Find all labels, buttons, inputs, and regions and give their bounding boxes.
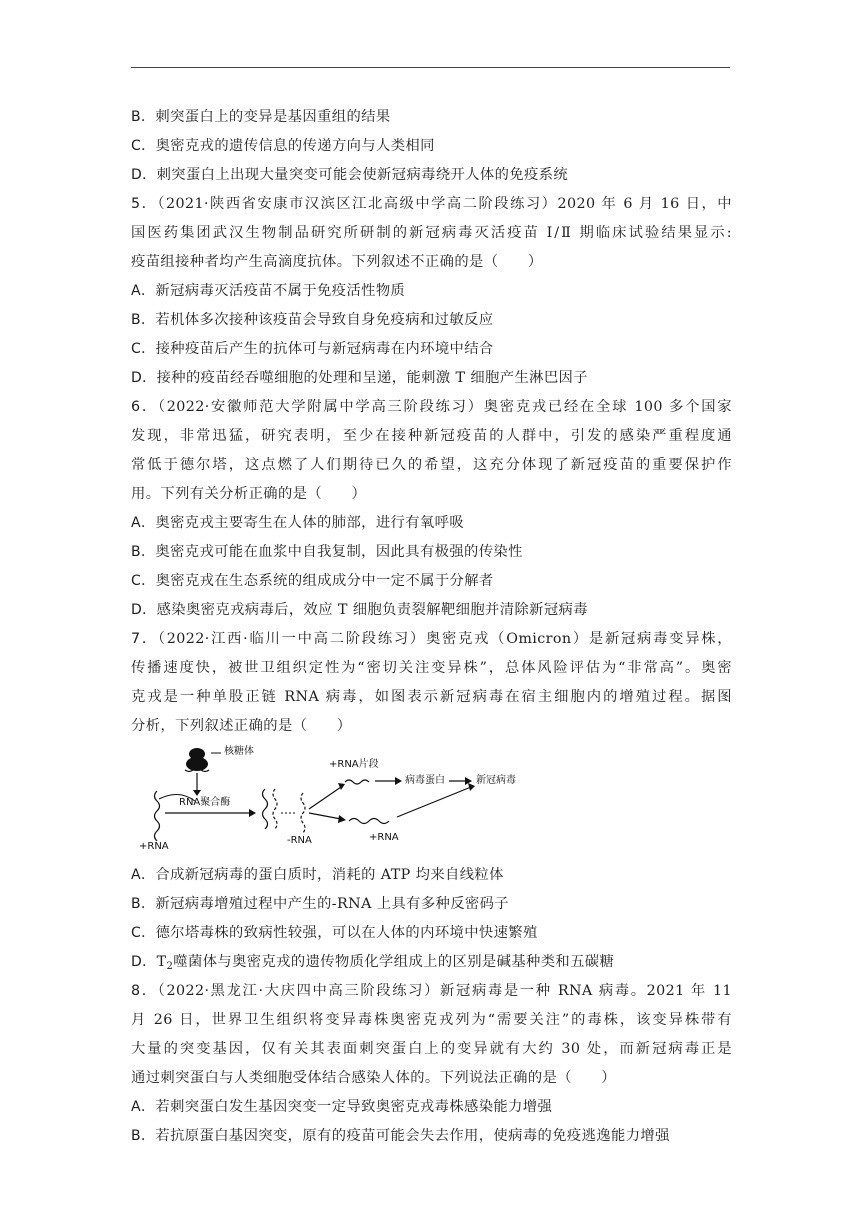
q8-stem-line-3: 大量的突变基因，仅有关其表面刺突蛋白上的变异就有大约 30 处，而新冠病毒正是 — [131, 1041, 732, 1057]
q8-stem-line-2: 月 26 日，世界卫生组织将变异毒株奥密克戎列为“需要关注”的毒株，该变异株带有 — [131, 1012, 732, 1028]
q6-stem-line-3: 常低于德尔塔，这点燃了人们期待已久的希望，这充分体现了新冠疫苗的重要保护作 — [131, 457, 732, 473]
q5-number: 5． — [131, 196, 158, 212]
q4-option-c: C．奥密克戎的遗传信息的传递方向与人类相同 — [131, 138, 435, 154]
label-rna-polymerase: RNA聚合酶 — [179, 797, 231, 808]
q4-option-b-text: 刺突蛋白上的变异是基因重组的结果 — [155, 109, 391, 125]
q4-option-c-text: 奥密克戎的遗传信息的传递方向与人类相同 — [155, 138, 435, 154]
plus-rna-fragment — [345, 780, 369, 784]
arrow-to-new-virus — [397, 787, 471, 817]
q7-stem-line-1: 7．（2022·江西·临川一中高二阶段练习）奥密克戎（Omicron）是新冠病毒变异株， — [131, 631, 732, 647]
q7-option-d: D．$T_2$噬菌体与奥密克戎的遗传物质化学组成上的区别是碱基种类和五碳糖 — [131, 954, 615, 972]
replication-diagram — [135, 743, 535, 855]
plus-rna-genome — [349, 819, 389, 824]
q8-option-b: B．若抗原蛋白基因突变，原有的疫苗可能会失去作用，使病毒的免疫逃逸能力增强 — [131, 1128, 670, 1144]
q6-option-a: A．奥密克戎主要寄生在人体的肺部，进行有氧呼吸 — [131, 515, 465, 531]
q6-stem-line-1: 6．（2022·安徽师范大学附属中学高三阶段练习）奥密克戎已经在全球 100 多个国家 — [131, 399, 732, 415]
q8-number: 8． — [131, 983, 158, 999]
document-body — [131, 103, 732, 1151]
q5-option-d: D．接种的疫苗经吞噬细胞的处理和呈递，能刺激 T 细胞产生淋巴因子 — [131, 370, 588, 386]
q4-option-d-text: 刺突蛋白上出现大量突变可能会使新冠病毒绕开人体的免疫系统 — [156, 167, 569, 183]
q7-stem-line-3: 克戎是一种单股正链 RNA 病毒，如图表示新冠病毒在宿主细胞内的增殖过程。据图 — [131, 689, 732, 705]
label-new-virus: 新冠病毒 — [476, 775, 516, 786]
q4-option-d: D．刺突蛋白上出现大量突变可能会使新冠病毒绕开人体的免疫系统 — [131, 167, 569, 183]
q6-stem-line-2: 发现，非常迅猛，研究表明，至少在接种新冠疫苗的人群中，引发的感染严重程度通 — [131, 428, 732, 444]
replicating-minus-strand — [273, 789, 277, 829]
q8-stem-line-4: 通过刺突蛋白与人类细胞受体结合感染人体的。下列说法正确的是（ ） — [131, 1070, 616, 1086]
q4-option-b: B．刺突蛋白上的变异是基因重组的结果 — [131, 109, 391, 125]
q6-option-d: D．感染奥密克戎病毒后，效应 T 细胞负责裂解靶细胞并清除新冠病毒 — [131, 602, 588, 618]
q8-option-a: A．若刺突蛋白发生基因突变一定导致奥密克戎毒株感染能力增强 — [131, 1099, 553, 1115]
q7-stem-line-4: 分析，下列叙述正确的是（ ） — [131, 718, 352, 734]
q5-stem-line-1: 5．（2021·陕西省安康市汉滨区江北高级中学高二阶段练习）2020 年 6 月 16 日，中 — [131, 196, 732, 212]
q7-option-b: B．新冠病毒增殖过程中产生的-RNA 上具有多种反密码子 — [131, 896, 510, 912]
q6-stem-line-4: 用。下列有关分析正确的是（ ） — [131, 486, 367, 502]
label-virus-protein: 病毒蛋白 — [405, 775, 445, 786]
label-ribosome: 核糖体 — [224, 746, 254, 757]
q6-option-b: B．奥密克戎可能在血浆中自我复制，因此具有极强的传染性 — [131, 544, 523, 560]
label-minus-rna: -RNA — [287, 835, 312, 846]
label-plus-rna-2: +RNA — [369, 832, 399, 843]
q7-option-a: A．合成新冠病毒的蛋白质时，消耗的 ATP 均来自线粒体 — [131, 867, 504, 883]
label-plus-rna-fragment: +RNA片段 — [329, 759, 379, 770]
header-rule — [131, 67, 730, 68]
q7-stem-line-2: 传播速度快，被世卫组织定性为“密切关注变异株”，总体风险评估为“非常高”。奥密 — [131, 660, 732, 676]
plus-rna-strand — [155, 791, 160, 841]
q6-option-c: C．奥密克戎在生态系统的组成成分中一定不属于分解者 — [131, 573, 494, 589]
q7-number: 7． — [131, 631, 158, 647]
q5-stem-line-3: 疫苗组接种者均产生高滴度抗体。下列叙述不正确的是（ ） — [131, 254, 543, 270]
q5-option-b: B．若机体多次接种该疫苗会导致自身免疫病和过敏反应 — [131, 312, 494, 328]
q5-option-c: C．接种疫苗后产生的抗体可与新冠病毒在内环境中结合 — [131, 341, 494, 357]
replicating-plus-strand — [263, 789, 268, 829]
arrow-to-rna-fragment — [309, 787, 341, 809]
q8-stem-line-1: 8．（2022·黑龙江·大庆四中高三阶段练习）新冠病毒是一种 RNA 病毒。2021 年 11 — [131, 983, 732, 999]
q7-option-c: C．德尔塔毒株的致病性较强，可以在人体的内环境中快速繁殖 — [131, 925, 538, 941]
label-plus-rna: +RNA — [139, 841, 169, 852]
q6-number: 6． — [131, 399, 158, 415]
arrow-to-plus-rna — [309, 813, 341, 819]
minus-rna-strand — [301, 793, 305, 833]
q5-stem-line-2: 国医药集团武汉生物制品研究所研制的新冠病毒灭活疫苗 Ⅰ/Ⅱ 期临床试验结果显示: — [131, 225, 732, 241]
q5-option-a: A．新冠病毒灭活疫苗不属于免疫活性物质 — [131, 283, 406, 299]
